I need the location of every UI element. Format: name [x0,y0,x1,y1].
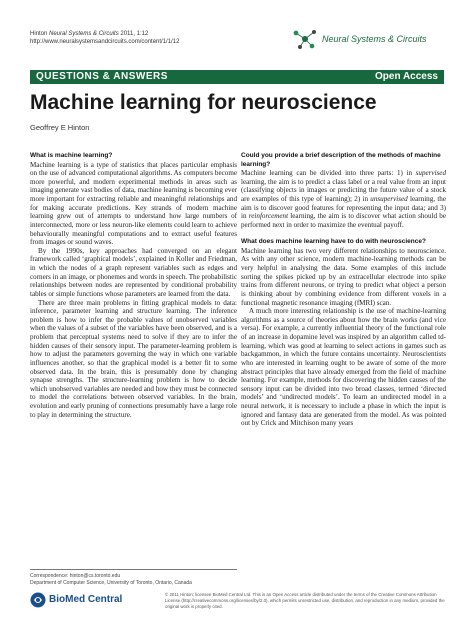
open-access-label: Open Access [375,71,438,82]
left-column [30,152,237,419]
article-type-band [30,70,444,84]
article-type-label: QUESTIONS & ANSWERS [36,71,168,82]
footnote-divider [30,569,237,570]
paragraph: Machine learning can be divided into three parts: 1) in supervised learning, the aim is to predict a class label or a real value from an input (classifying objects in images or predicting the future value of a stock are examples of this type of learning); 2) in unsupervised learning, the aim is to discover good features for representing the input data; and 3) in reinforcement learning, the aim is to discover what action should be performed next in order to maximize the eventual payoff. [241,169,446,229]
paragraph: A much more interesting relationship is the use of machine-learning algorithms as a source of theories about how the brain works (and vice versa). For example, a currently influential theory of the functional role of an increase in dopamine level was inspired by an algorithm called td-learning, which was good at learning to select actions in games such as backgammon, in which the future contains uncertainty. Neuroscientists who are interested in learning ought to be aware of some of the more abstract principles that have already emerged from the field of machine learning. For example, methods for discovering the hidden causes of the sensory input can be divided into two broad classes, termed ‘directed models’ and ‘undirected models’. To learn an undirected model in a neural network, it is necessary to include a phase in which the input is ignored and fantasy data are generated from the model. As was pointed out by Crick and Mitchison many years [241,307,446,428]
paragraph: Machine learning is a type of statistics that places particular emphasis on the use of advanced computational algorithms. As computers become more powerful, and modern experimental methods in areas such as imaging generate vast bodies of data, machine learning is becoming ever more important for extracting reliable and meaningful relationships and for making accurate predictions. Key strands of modern machine learning grew out of attempts to understand how large numbers of interconnected, more or less neuron-like elements could learn to achieve behaviourally meaningful computations and to extract useful features from images or sound waves. [30,160,237,247]
network-logo-icon [292,28,318,50]
section-heading: Could you provide a brief description of the methods of machine learning? [241,152,441,168]
paragraph: Machine learning has two very different relationships to neuroscience. As with any other science, modern machine-learning methods can be very helpful in analysing the data. Some examples of this include sorting the spikes picked up by an extracellular electrode into spike trains from different neurons, or trying to predict what object a person is thinking about by combining evidence from different voxels in a functional magnetic resonance imaging (fMRI) scan. [241,246,446,307]
paragraph: By the 1990s, key approaches had converged on an elegant framework called ‘graphical models’, explained in Koller and Friedman, in which the nodes of a graph represent variables such as edges and corners in an image, or phonemes and words in speech. The probabilistic relationships between nodes are represented by conditional probability tables or simple functions whose parameters are learned from the data. [30,246,237,298]
publisher-logo [30,591,160,611]
correspondence-email[interactable]: Correspondence: hinton@cs.toronto.edu [30,573,121,579]
publisher-name: BioMed Central [49,594,123,605]
journal-logo [292,28,452,52]
biomed-central-logo-icon [30,592,46,608]
page-header [30,30,179,46]
author-name: Geoffrey E Hinton [30,123,90,132]
journal-logo-text: Neural Systems & Circuits [322,34,427,44]
citation-line: Hinton Neural Systems & Circuits 2011, 1:12 [30,31,149,37]
author-affiliation: Department of Computer Science, University of Toronto, Ontario, Canada [30,580,192,586]
journal-name: Neural Systems & Circuits [49,31,119,37]
license-notice: © 2011 Hinton; licensee BioMed Central Ltd. This is an Open Access article distributed under the terms of the Creative Commons Attribution License (http://creativecommons.org/licenses/by/2.0), which permits unrestricted use, distribution, and reproduction in any medium, provided the original work is properly cited. [165,592,445,609]
section-heading: What does machine learning have to do with neuroscience? [241,238,426,246]
article-title: Machine learning for neuroscience [30,91,377,114]
right-column [241,152,446,428]
section-heading: What is machine learning? [30,152,113,159]
article-url[interactable]: http://www.neuralsystemsandcircuits.com/content/1/1/12 [30,39,180,45]
paragraph: There are three main problems in fitting graphical models to data: inference, parameter learning and structure learning. The inference problem is how to infer the probable values of unobserved variables when the values of a subset of the variables have been observed, and is a problem that perceptual systems need to solve if they are to infer the hidden causes of their sensory input. The parameter-learning problem is how to adjust the parameters governing the way in which one variable influences another, so that the graphical model is a better fit to some observed data. In the brain, this is presumably done by changing synapse strengths. The structure-learning problem is how to decide which unobserved variables are needed and how they must be connected to model the correlations between observed variables. In the brain, evolution and early pruning of connections presumably have a large role to play in determining the structure. [30,298,237,419]
